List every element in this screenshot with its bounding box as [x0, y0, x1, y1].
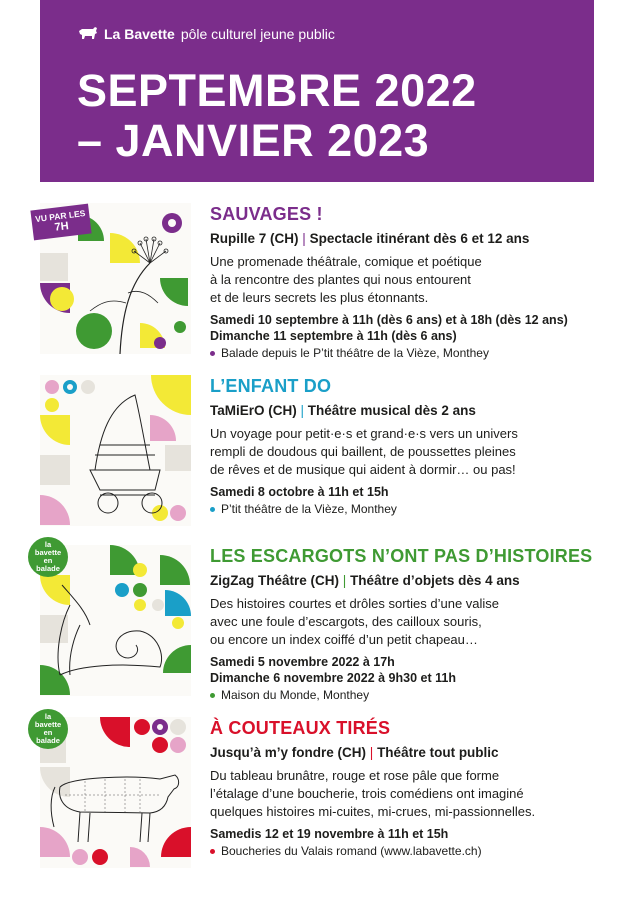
- badge-word: bavette: [34, 720, 62, 729]
- desc-line: quelques histoires mi-cuites, mi-crues, mi-passionnelles.: [210, 804, 536, 819]
- desc-line: Un voyage pour petit·e·s et grand·e·s vers un univers: [210, 426, 518, 441]
- desc-line: et de leurs secrets les plus étonnants.: [210, 290, 429, 305]
- separator: |: [302, 231, 306, 246]
- place-label: P’tit théâtre de la Vièze, Monthey: [221, 502, 397, 516]
- brand-name: La Bavette: [104, 26, 175, 42]
- brand: [78, 26, 335, 42]
- badge-word: en: [43, 728, 53, 737]
- desc-line: rempli de doudous qui baillent, de poussettes pleines: [210, 444, 516, 459]
- badge-line-2: 7H: [53, 220, 70, 234]
- event-description: [210, 595, 610, 649]
- headline-line-1: SEPTEMBRE 2022: [77, 65, 477, 116]
- headline-line-2: – JANVIER 2023: [77, 115, 430, 166]
- event-genre: Théâtre musical dès 2 ans: [307, 403, 476, 418]
- badge-bavette-en-balade: [28, 709, 68, 749]
- badge-word: balade: [36, 736, 60, 745]
- event-subtitle: [210, 402, 610, 419]
- badge-bavette-en-balade: [28, 537, 68, 577]
- desc-line: avec une foule d’escargots, des cailloux souris,: [210, 614, 482, 629]
- badge-word: bavette: [34, 548, 62, 557]
- place-label: Boucheries du Valais romand (www.labavette.ch): [221, 844, 482, 858]
- event-company: ZigZag Théâtre (CH): [210, 573, 340, 588]
- event-title: À COUTEAUX TIRÉS: [210, 718, 391, 738]
- desc-line: l’étalage d’une boucherie, trois comédiens ont imaginé: [210, 786, 524, 801]
- desc-line: Une promenade théâtrale, comique et poétique: [210, 254, 482, 269]
- event-subtitle: [210, 572, 610, 589]
- badge-word: la: [44, 712, 52, 721]
- separator: |: [342, 573, 347, 588]
- badge-word: en: [43, 556, 53, 565]
- event-subtitle: [210, 744, 610, 761]
- desc-line: Du tableau brunâtre, rouge et rose pâle que forme: [210, 768, 500, 783]
- date-line: Dimanche 6 novembre 2022 à 9h30 et 11h: [210, 671, 456, 685]
- desc-line: de rêves et de musique qui aident à dormir… ou pas!: [210, 462, 516, 477]
- event-genre: Théâtre d’objets dès 4 ans: [350, 573, 520, 588]
- event-dates: [210, 826, 610, 842]
- event-title: L’ENFANT DO: [210, 376, 332, 396]
- event-subtitle: [210, 230, 610, 247]
- brand-tagline: pôle culturel jeune public: [180, 26, 335, 42]
- place-label: Balade depuis le P’tit théâtre de la Vièze, Monthey: [221, 346, 489, 360]
- bullet-icon: [210, 507, 215, 512]
- season-headline: [77, 66, 477, 166]
- event-place: [210, 687, 610, 703]
- header-banner: [40, 0, 594, 182]
- bullet-icon: [210, 849, 215, 854]
- event-dates: [210, 654, 610, 686]
- date-line: Samedi 5 novembre 2022 à 17h: [210, 655, 395, 669]
- event-illustration: [40, 375, 191, 526]
- event-info: [210, 545, 610, 703]
- badge-line-1: VU PAR LES: [34, 208, 86, 225]
- event-description: [210, 253, 610, 307]
- event-info: [210, 203, 610, 361]
- date-line: Samedis 12 et 19 novembre à 11h et 15h: [210, 827, 449, 841]
- event-dates: [210, 312, 610, 344]
- event-info: [210, 375, 610, 517]
- separator: |: [369, 745, 374, 760]
- date-line: Samedi 10 septembre à 11h (dès 6 ans) et à 18h (dès 12 ans): [210, 313, 568, 327]
- event-company: Jusqu’à m’y fondre (CH): [210, 745, 367, 760]
- event-genre: Spectacle itinérant dès 6 et 12 ans: [309, 231, 530, 246]
- event-info: [210, 717, 610, 859]
- event-place: [210, 345, 610, 361]
- event-title: SAUVAGES !: [210, 204, 323, 224]
- place-label: Maison du Monde, Monthey: [221, 688, 370, 702]
- desc-line: ou encore un index coiffé d’un petit chapeau…: [210, 632, 478, 647]
- cow-logo-icon: [78, 27, 98, 41]
- badge-word: la: [44, 540, 52, 549]
- event-place: [210, 843, 610, 859]
- bullet-icon: [210, 351, 215, 356]
- event-place: [210, 501, 610, 517]
- date-line: Samedi 8 octobre à 11h et 15h: [210, 485, 389, 499]
- bullet-icon: [210, 693, 215, 698]
- event-company: Rupille 7 (CH): [210, 231, 299, 246]
- badge-word: balade: [36, 564, 60, 573]
- desc-line: à la rencontre des plantes qui nous entourent: [210, 272, 471, 287]
- event-genre: Théâtre tout public: [377, 745, 499, 760]
- event-title: LES ESCARGOTS N’ONT PAS D’HISTOIRES: [210, 546, 593, 566]
- event-description: [210, 767, 610, 821]
- separator: |: [300, 403, 305, 418]
- desc-line: Des histoires courtes et drôles sorties d’une valise: [210, 596, 500, 611]
- event-description: [210, 425, 610, 479]
- event-dates: [210, 484, 610, 500]
- event-company: TaMiErO (CH): [210, 403, 297, 418]
- date-line: Dimanche 11 septembre à 11h (dès 6 ans): [210, 329, 457, 343]
- cradle-illustration-icon: [40, 375, 191, 526]
